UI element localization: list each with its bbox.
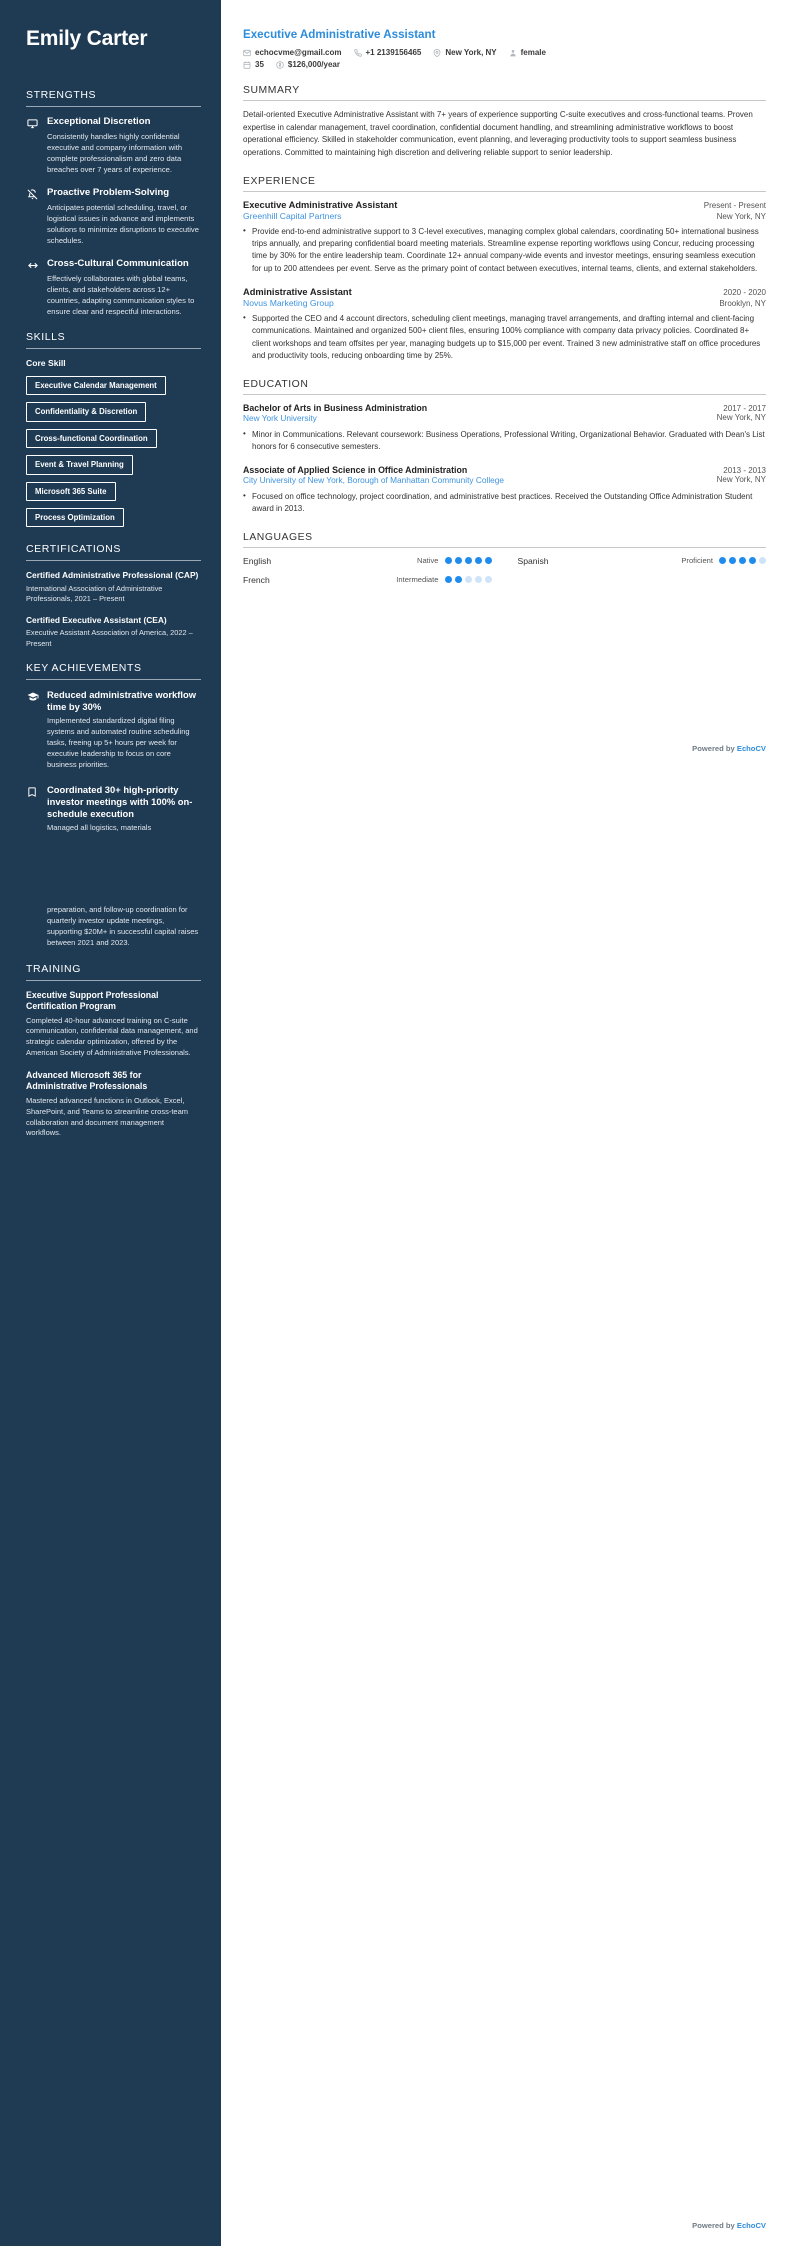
- rating-dot: [739, 557, 746, 564]
- contact-location-text: New York, NY: [445, 48, 497, 57]
- skill-chip[interactable]: Confidentiality & Discretion: [26, 402, 146, 421]
- divider: [26, 348, 201, 349]
- money-icon: [276, 61, 284, 69]
- job-company: Novus Marketing Group: [243, 298, 334, 309]
- divider: [243, 191, 766, 192]
- section-strengths: [26, 89, 201, 317]
- education-item: [243, 465, 766, 516]
- section-training: [26, 963, 201, 1140]
- section-title-training: TRAINING: [26, 962, 81, 975]
- training-title: Executive Support Professional Certification Program: [26, 989, 159, 1012]
- footer-prefix: Powered by: [692, 2221, 737, 2230]
- book-icon: [26, 784, 39, 835]
- section-title-skills: SKILLS: [26, 331, 66, 344]
- strength-title: Exceptional Discretion: [47, 116, 151, 128]
- page-footer: [692, 744, 766, 753]
- rating-dot: [719, 557, 726, 564]
- certification-title: Certified Administrative Professional (CAP): [26, 570, 199, 581]
- language-rating-dots: [445, 576, 492, 583]
- rating-dot: [465, 557, 472, 564]
- certification-issuer: International Association of Administrative Professionals, 2021 – Present: [26, 583, 163, 604]
- contact-age-text: 35: [255, 60, 264, 69]
- email-icon: [243, 49, 251, 57]
- strength-title: Cross-Cultural Communication: [47, 258, 189, 270]
- training-title: Advanced Microsoft 365 for Administrative Professionals: [26, 1070, 148, 1092]
- contact-email[interactable]: [243, 48, 342, 57]
- training-desc: Completed 40-hour advanced training on C-suite communication, confidential data management, and strategic calendar optimization, offered by the American Society of Administrative Professionals.: [26, 1015, 198, 1058]
- page-break-gap: [26, 847, 201, 905]
- achievement-title: Reduced administrative workflow time by 30%: [47, 688, 196, 713]
- section-experience: [243, 176, 766, 363]
- education-date: 2013 - 2013: [723, 465, 766, 475]
- graduation-cap-icon: [26, 689, 39, 771]
- contact-email-text: echocvme@gmail.com: [255, 48, 342, 57]
- job-bullet: • Provide end-to-end administrative support to 3 C-level executives, managing complex global calendars, coordinating 50+ international business trips annually, and preparing confidential board meeting materials. Streamline expense reporting workflows using Concur, reducing processing time by 30% for the entire leadership team. Coordinate 12+ annual company-wide events and investor meetings, ensuring seamless execution for up to 200 attendees per event. Serve as the primary point of contact between executives, internal teams, clients, and external stakeholders.: [243, 226, 766, 276]
- divider: [243, 547, 766, 548]
- education-bullet: • Minor in Communications. Relevant coursework: Business Operations, Professional Writing, Organizational Behavior. Graduated with Dean's List honors for 6 consecutive semesters.: [243, 429, 766, 454]
- rating-dot: [475, 557, 482, 564]
- education-school: City University of New York, Borough of Manhattan Community College: [243, 474, 505, 485]
- candidate-name: Emily Carter: [26, 27, 148, 50]
- sidebar: [0, 0, 221, 2246]
- rating-dot: [485, 576, 492, 583]
- education-location: New York, NY: [716, 474, 766, 484]
- language-item: [518, 556, 767, 566]
- training-item: [26, 990, 201, 1059]
- contact-location: [433, 48, 496, 57]
- language-list: [243, 556, 766, 585]
- section-title-key-achievements: KEY ACHIEVEMENTS: [26, 661, 142, 674]
- calendar-icon: [243, 61, 251, 69]
- arrows-icon: [26, 258, 39, 317]
- achievement-continuation: preparation, and follow-up coordination for quarterly investor update meetings, supporting $20M+ in successful capital raises between 2021 and 2023.: [47, 905, 199, 947]
- main-content: [221, 0, 794, 2246]
- job-location: New York, NY: [716, 211, 766, 221]
- rating-dot: [485, 557, 492, 564]
- education-bullet: • Focused on office technology, project coordination, and administrative best practices. Received the Outstanding Office Administration Student award in 2013.: [243, 491, 766, 516]
- experience-item: [243, 287, 766, 363]
- section-title-summary: SUMMARY: [243, 85, 300, 96]
- education-degree: Associate of Applied Science in Office Administration: [243, 464, 468, 475]
- language-name: English: [243, 555, 272, 566]
- strength-desc: Anticipates potential scheduling, travel, or logistical issues in advance and implements solutions to minimize disruptions to executive schedules.: [47, 203, 199, 246]
- job-company: Greenhill Capital Partners: [243, 210, 342, 221]
- divider: [243, 100, 766, 101]
- rating-dot: [759, 557, 766, 564]
- language-level: Intermediate: [396, 575, 439, 585]
- education-date: 2017 - 2017: [723, 403, 766, 413]
- rating-dot: [455, 576, 462, 583]
- job-headline: Executive Administrative Assistant: [243, 28, 436, 41]
- divider: [243, 394, 766, 395]
- section-skills: [26, 331, 201, 533]
- phone-icon: [354, 49, 362, 57]
- training-desc: Mastered advanced functions in Outlook, Excel, SharePoint, and Teams to streamline cross-team collaboration and document management workflows.: [26, 1095, 189, 1138]
- strength-desc: Effectively collaborates with global teams, clients, and stakeholders across 12+ countries, adapting communication styles to ensure clear and respectful interactions.: [47, 274, 195, 317]
- achievement-title: Coordinated 30+ high-priority investor meetings with 100% on-schedule execution: [47, 783, 193, 820]
- rating-dot: [749, 557, 756, 564]
- achievement-item: [26, 784, 201, 835]
- section-title-experience: EXPERIENCE: [243, 175, 316, 187]
- skill-chip[interactable]: Microsoft 365 Suite: [26, 482, 116, 501]
- certification-issuer: Executive Assistant Association of America, 2022 – Present: [26, 628, 193, 649]
- certification-item: [26, 570, 201, 605]
- section-title-certifications: CERTIFICATIONS: [26, 543, 121, 556]
- contact-gender: [509, 48, 546, 57]
- summary-text: Detail-oriented Executive Administrative Assistant with 7+ years of experience supporting C-suite executives and cross-functional teams. Proven expertise in calendar management, travel coordination, confidential document handling, and streamlining administrative workflows to boost operational efficiency. Skilled in stakeholder communication, event planning, and leveraging productivity tools to support seamless business operations. Committed to maintaining high discretion and delivering reliable support to senior leadership.: [243, 110, 753, 157]
- rating-dot: [475, 576, 482, 583]
- divider: [26, 679, 201, 680]
- footer-brand: EchoCV: [736, 2221, 766, 2230]
- contact-gender-text: female: [520, 48, 546, 57]
- achievement-item: [26, 689, 201, 771]
- section-education: [243, 379, 766, 516]
- language-item: [243, 556, 492, 566]
- language-level: Proficient: [681, 556, 713, 566]
- section-summary: [243, 85, 766, 160]
- language-rating-dots: [719, 557, 766, 564]
- job-location: Brooklyn, NY: [719, 299, 766, 309]
- person-icon: [509, 49, 517, 57]
- experience-item: [243, 200, 766, 276]
- rating-dot: [455, 557, 462, 564]
- strength-item: [26, 116, 201, 175]
- certification-item: [26, 615, 201, 650]
- divider: [26, 560, 201, 561]
- education-item: [243, 403, 766, 454]
- skill-chip-list: [26, 375, 201, 533]
- divider: [26, 106, 201, 107]
- training-item: [26, 1070, 201, 1139]
- skill-group-label: Core Skill: [26, 358, 66, 369]
- job-date: Present - Present: [703, 200, 766, 210]
- education-school: New York University: [243, 412, 317, 423]
- contact-salary-text: $126,000/year: [287, 60, 340, 69]
- education-location: New York, NY: [716, 412, 766, 422]
- contact-phone-text: +1 2139156465: [365, 48, 422, 57]
- section-title-education: EDUCATION: [243, 378, 309, 390]
- section-title-languages: LANGUAGES: [243, 531, 313, 543]
- contact-phone[interactable]: [354, 48, 422, 57]
- language-item: [243, 575, 492, 585]
- section-title-strengths: STRENGTHS: [26, 89, 97, 102]
- strength-item: [26, 258, 201, 317]
- education-degree: Bachelor of Arts in Business Administration: [243, 402, 428, 413]
- footer-prefix: Powered by: [692, 744, 737, 753]
- page-footer: [692, 2221, 766, 2230]
- divider: [26, 980, 201, 981]
- contact-age: [243, 60, 264, 69]
- location-icon: [433, 49, 441, 57]
- rating-dot: [729, 557, 736, 564]
- education-bullet-list: [243, 491, 766, 516]
- contact-line-secondary: [243, 60, 766, 69]
- rating-dot: [465, 576, 472, 583]
- achievement-desc: Implemented standardized digital filing systems and automated routine scheduling tasks, freeing up 5+ hours per week for executive leadership to focus on core business priorities.: [47, 716, 190, 769]
- language-level: Native: [416, 556, 439, 566]
- rating-dot: [445, 576, 452, 583]
- skill-chip[interactable]: Executive Calendar Management: [26, 376, 166, 395]
- rating-dot: [445, 557, 452, 564]
- monitor-icon: [26, 116, 39, 175]
- bell-off-icon: [26, 187, 39, 246]
- education-bullet-list: [243, 429, 766, 454]
- job-bullet: • Supported the CEO and 4 account directors, scheduling client meetings, managing travel arrangements, and drafting internal and client-facing communications. Maintained and organized 500+ client files, ensuring 100% compliance with company data privacy policies. Coordinated 8+ client workshops and team offsites per year, managing budgets up to $15,000 per event. Trained 3 new administrative staff on office procedures and productivity tools, reducing onboarding time by 25%.: [243, 313, 766, 363]
- skill-chip[interactable]: Event & Travel Planning: [26, 455, 133, 474]
- job-title: Administrative Assistant: [243, 287, 352, 298]
- contact-salary: [276, 60, 340, 69]
- language-rating-dots: [445, 557, 492, 564]
- contact-line-primary: [243, 48, 766, 57]
- section-languages: [243, 532, 766, 585]
- strength-desc: Consistently handles highly confidential executive and company information with complete professionalism and zero data breaches over 7 years of experience.: [47, 132, 183, 175]
- job-title: Executive Administrative Assistant: [243, 199, 398, 210]
- job-date: 2020 - 2020: [723, 288, 766, 298]
- skill-chip[interactable]: Cross-functional Coordination: [26, 429, 157, 448]
- footer-brand: EchoCV: [736, 744, 766, 753]
- certification-title: Certified Executive Assistant (CEA): [26, 615, 167, 626]
- job-bullet-list: [243, 313, 766, 363]
- achievement-desc: Managed all logistics, materials: [47, 823, 152, 833]
- language-name: Spanish: [517, 555, 549, 566]
- strength-title: Proactive Problem-Solving: [47, 187, 170, 199]
- language-name: French: [243, 574, 270, 585]
- job-bullet-list: [243, 226, 766, 276]
- section-certifications: [26, 543, 201, 650]
- strength-item: [26, 187, 201, 246]
- section-key-achievements: [26, 662, 201, 949]
- skill-chip[interactable]: Process Optimization: [26, 508, 124, 527]
